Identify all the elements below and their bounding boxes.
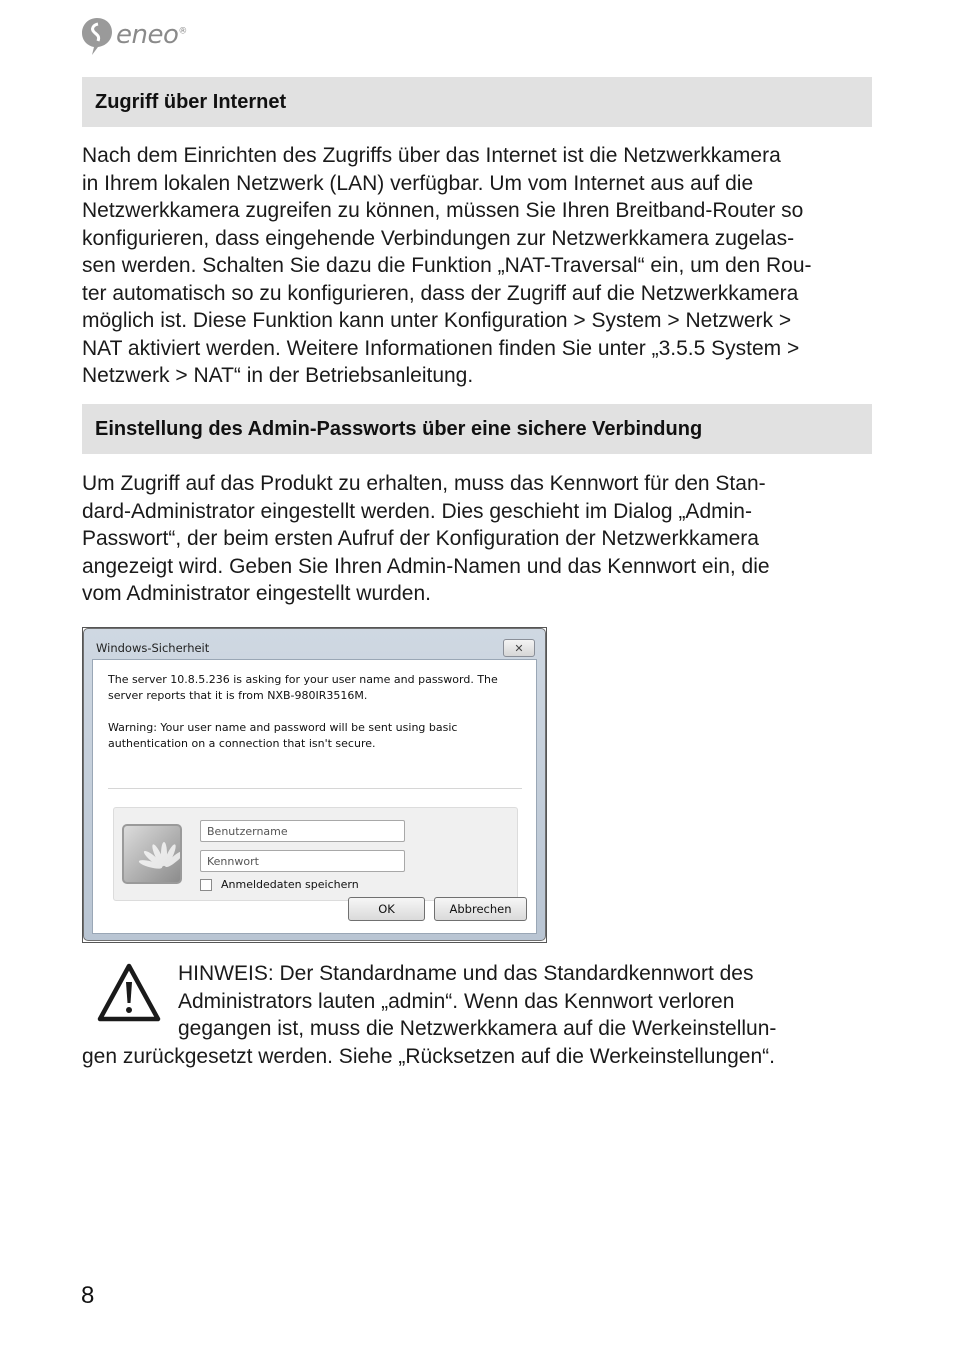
user-avatar-icon — [122, 824, 182, 884]
eneo-logo-icon — [80, 16, 114, 56]
note-text-indented: HINWEIS: Der Standardname und das Standardkennwort des Administrators lauten „admin“. Wenn das Kennwort verloren gegangen ist, muss die Netzwerkkamera auf die Werkeinstellun- — [178, 962, 777, 1040]
remember-credentials-row[interactable] — [200, 878, 359, 891]
page-number: 8 — [81, 1282, 95, 1309]
username-input[interactable] — [200, 820, 405, 842]
section-heading-admin-password: Einstellung des Admin-Passworts über eine sichere Verbindung — [82, 404, 872, 454]
paragraph-admin-password: Um Zugriff auf das Produkt zu erhalten, muss das Kennwort für den Stan- dard-Administrator eingestellt werden. Dies geschieht im Dialog „Admin- Passwort“, der beim ersten Aufruf der Konfiguration der Netzwerkkamera angezeigt wird. Geben Sie Ihren Admin-Namen und das Kennwort ein, die vom Administrator eingestellt wurden. — [82, 472, 770, 605]
cancel-button[interactable]: Abbrechen — [434, 897, 527, 921]
password-input[interactable] — [200, 850, 405, 872]
close-icon: ✕ — [514, 641, 524, 655]
brand-logo-text: eneo® — [116, 20, 187, 50]
note-text-full: gen zurückgesetzt werden. Siehe „Rücksetzen auf die Werkeinstellungen“. — [82, 1045, 775, 1068]
windows-security-dialog — [83, 628, 546, 941]
brand-logo — [80, 16, 200, 56]
credential-box — [113, 807, 518, 901]
dialog-separator — [108, 788, 522, 789]
dialog-close-button[interactable] — [503, 639, 535, 657]
dialog-server-message: The server 10.8.5.236 is asking for your user name and password. The server reports that it is from NXB-980IR3516M. — [108, 673, 498, 702]
remember-credentials-label: Anmeldedaten speichern — [221, 878, 359, 891]
dialog-title: Windows-Sicherheit — [96, 641, 210, 655]
warning-triangle-icon — [96, 962, 162, 1029]
remember-credentials-checkbox[interactable] — [200, 879, 212, 891]
ok-button[interactable]: OK — [348, 897, 425, 921]
dialog-warning-message: Warning: Your user name and password will be sent using basic authentication on a connection that isn't secure. — [108, 721, 458, 750]
paragraph-internet-access: Nach dem Einrichten des Zugriffs über das Internet ist die Netzwerkkamera in Ihrem lokalen Netzwerk (LAN) verfügbar. Um vom Internet aus auf die Netzwerkkamera zugreifen zu können, müssen Sie Ihren Breitband-Router so konfigurieren, dass eingehende Verbindungen zur Netzwerkkamera zugelas- sen werden. Schalten Sie dazu die Funktion „NAT-Traversal“ ein, um den Rou- ter automatisch so zu konfigurieren, dass der Zugriff auf die Netzwerkkamera möglich ist. Diese Funktion kann unter Konfiguration > System > Netzwerk > NAT aktiviert werden. Weitere Informationen finden Sie unter „3.5.5 System > Netzwerk > NAT“ in der Betriebsanleitung. — [82, 144, 812, 387]
dialog-body — [92, 659, 537, 934]
section-heading-internet-access: Zugriff über Internet — [82, 77, 872, 127]
